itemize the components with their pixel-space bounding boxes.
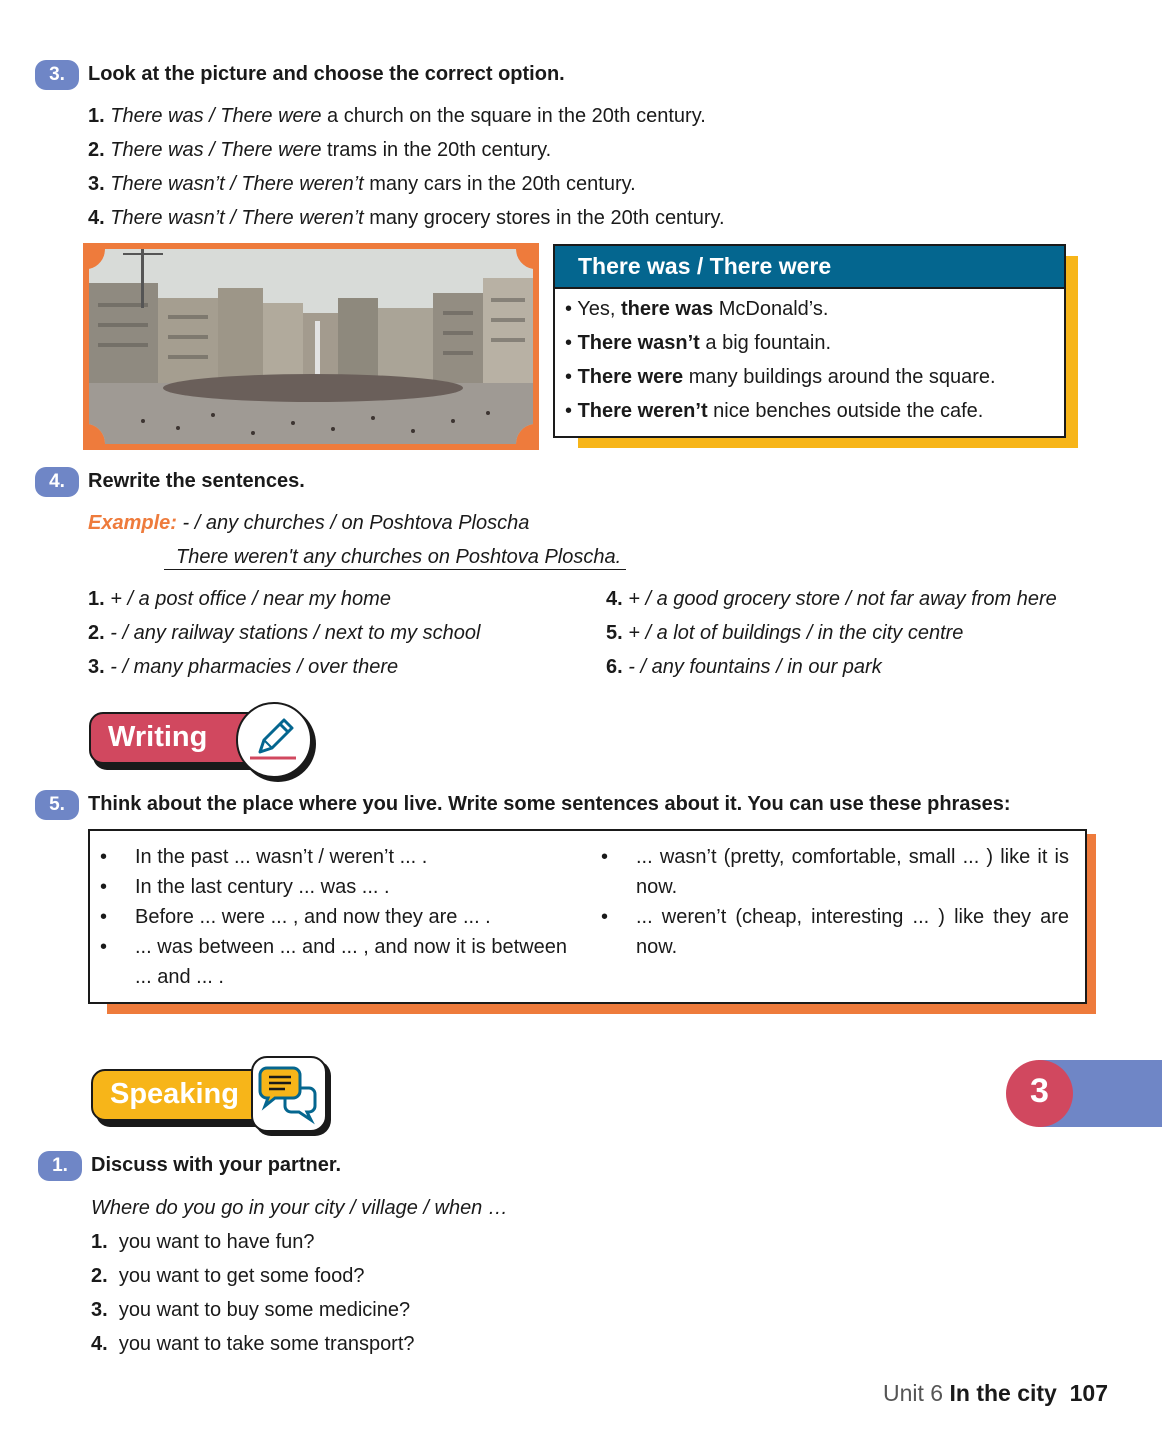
item-number: 2. <box>88 622 105 644</box>
example-text: McDonald’s. <box>713 298 829 320</box>
ex4-item-4 <box>606 587 1057 611</box>
ex4-item-2 <box>88 621 480 645</box>
item-text: - / many pharmacies / over there <box>104 656 399 678</box>
item-text: trams in the 20th century. <box>321 139 552 161</box>
square-photo <box>83 243 539 450</box>
ex3-item-1 <box>88 104 706 128</box>
item-number: 2. <box>91 1265 108 1287</box>
exercise-5-title: Think about the place where you live. Write some sentences about it. You can use these phrases: <box>88 793 1011 815</box>
ex3-item-4 <box>88 206 725 230</box>
grammar-form: there was <box>620 298 714 320</box>
ex3-item-2 <box>88 138 551 162</box>
phrase-4: ... was between ... and ... , and now it is between ... and ... . <box>135 936 567 988</box>
bullet-prefix: • Yes, <box>565 298 621 320</box>
speaking-section-label: Speaking <box>91 1069 291 1121</box>
ex4-item-6 <box>606 655 882 679</box>
page-footer <box>883 1380 1108 1407</box>
grammar-example-4 <box>565 400 983 423</box>
item-number: 4. <box>88 207 105 229</box>
bullet-prefix: • <box>565 400 578 422</box>
grammar-box-title: There was / There were <box>555 246 1064 289</box>
item-text: many cars in the 20th century. <box>363 173 636 195</box>
exercise-4-title: Rewrite the sentences. <box>88 470 305 492</box>
phrase-1: In the past ... wasn’t / weren’t ... . <box>135 846 428 868</box>
item-options: There wasn’t / There weren’t <box>110 173 364 195</box>
bullet: • <box>100 846 108 868</box>
footer-unit: Unit 6 <box>883 1380 950 1406</box>
grammar-form: There weren’t <box>577 400 708 422</box>
grammar-box <box>553 244 1066 438</box>
grammar-example-3 <box>565 366 996 389</box>
grammar-form: There were <box>577 366 684 388</box>
exercise-4-badge: 4. <box>35 467 79 497</box>
item-text: + / a post office / near my home <box>104 588 391 610</box>
ex4-item-5 <box>606 621 963 645</box>
example-text: a big fountain. <box>699 332 832 354</box>
phrases-box <box>88 829 1087 1004</box>
bullet-prefix: • <box>565 366 578 388</box>
page-number: 107 <box>1069 1380 1108 1406</box>
item-text: many grocery stores in the 20th century. <box>363 207 725 229</box>
item-options: There was / There were <box>110 139 322 161</box>
speaking-1-title: Discuss with your partner. <box>91 1154 342 1176</box>
item-number: 2. <box>88 139 105 161</box>
phrase-3: Before ... were ... , and now they are ... . <box>135 906 491 928</box>
example-text: many buildings around the square. <box>683 366 996 388</box>
item-number: 1. <box>88 588 105 610</box>
example-line <box>88 511 529 535</box>
unit-number-badge: 3 <box>1006 1060 1073 1127</box>
item-number: 4. <box>91 1333 108 1355</box>
speaking-intro: Where do you go in your city / village / when … <box>91 1197 508 1219</box>
grammar-example-1 <box>565 298 828 321</box>
exercise-3-badge: 3. <box>35 60 79 90</box>
item-text: - / any railway stations / next to my school <box>104 622 481 644</box>
bullet-prefix: • <box>565 332 578 354</box>
bullet: • <box>601 906 609 928</box>
item-text: - / any fountains / in our park <box>622 656 882 678</box>
phrase-6: ... weren’t (cheap, interesting ... ) like they are now. <box>636 906 1069 958</box>
ex4-item-3 <box>88 655 398 679</box>
exercise-3-title: Look at the picture and choose the correct option. <box>88 63 565 85</box>
item-number: 5. <box>606 622 623 644</box>
item-text: you want to have fun? <box>118 1231 315 1253</box>
example-label: Example: <box>88 512 177 534</box>
sp1-item-4 <box>91 1332 415 1356</box>
item-text: + / a good grocery store / not far away from here <box>622 588 1057 610</box>
sp1-item-1 <box>91 1230 315 1254</box>
bullet: • <box>100 906 108 928</box>
item-options: There wasn’t / There weren’t <box>110 207 364 229</box>
item-number: 1. <box>91 1231 108 1253</box>
example-text: nice benches outside the cafe. <box>707 400 984 422</box>
speech-bubbles-icon <box>251 1056 327 1132</box>
example-prompt: - / any churches / on Poshtova Ploscha <box>176 512 530 534</box>
phrase-2: In the last century ... was ... . <box>135 876 390 898</box>
sp1-item-3 <box>91 1298 410 1322</box>
bullet: • <box>601 846 609 868</box>
item-number: 6. <box>606 656 623 678</box>
footer-unit-title: In the city <box>949 1380 1057 1406</box>
bullet: • <box>100 936 108 958</box>
item-options: There was / There were <box>110 105 322 127</box>
item-text: you want to take some transport? <box>118 1333 415 1355</box>
grammar-example-2 <box>565 332 831 355</box>
exercise-5-badge: 5. <box>35 790 79 820</box>
writing-section-label: Writing <box>89 712 289 764</box>
item-text: you want to get some food? <box>118 1265 365 1287</box>
pencil-icon <box>236 702 312 778</box>
speaking-1-badge: 1. <box>38 1151 82 1181</box>
grammar-form: There wasn’t <box>577 332 700 354</box>
item-text: you want to buy some medicine? <box>118 1299 411 1321</box>
example-answer: There weren't any churches on Poshtova Ploscha. <box>164 545 626 570</box>
item-number: 3. <box>88 656 105 678</box>
item-number: 4. <box>606 588 623 610</box>
item-number: 1. <box>88 105 105 127</box>
item-text: a church on the square in the 20th century. <box>321 105 706 127</box>
item-text: + / a lot of buildings / in the city centre <box>622 622 964 644</box>
item-number: 3. <box>88 173 105 195</box>
ex3-item-3 <box>88 172 636 196</box>
sp1-item-2 <box>91 1264 365 1288</box>
item-number: 3. <box>91 1299 108 1321</box>
ex4-item-1 <box>88 587 391 611</box>
phrase-5: ... wasn’t (pretty, comfortable, small ... ) like it is now. <box>636 846 1069 898</box>
bullet: • <box>100 876 108 898</box>
